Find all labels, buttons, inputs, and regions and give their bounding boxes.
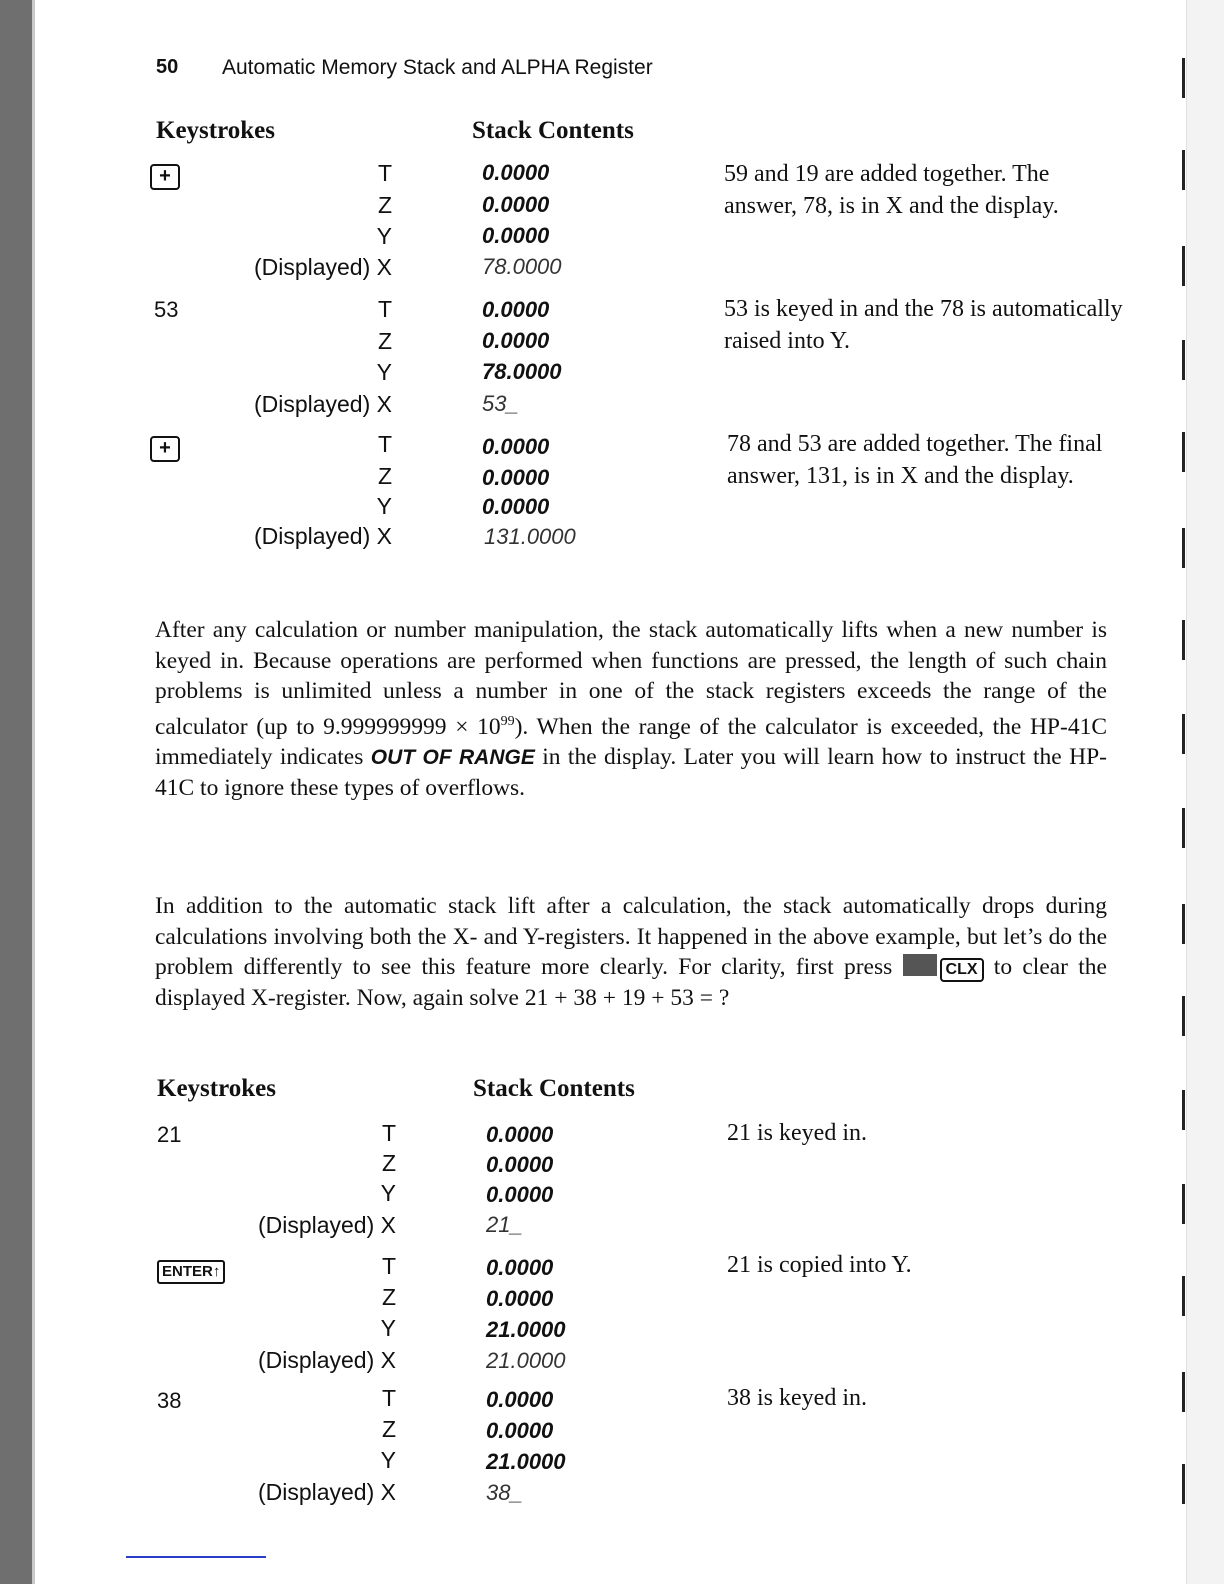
scan-left-shadow [32,0,35,1584]
margin-mark [1182,340,1185,380]
stack-value-y: 0.0000 [482,494,550,519]
stack-value-t: 0.0000 [482,434,550,459]
register-y: Y [376,493,392,519]
stack-contents-heading: Stack Contents [472,117,634,144]
register-y: Y [376,223,392,249]
stack-value-z: 0.0000 [486,1152,554,1177]
stack-value-y: 78.0000 [482,359,562,384]
register-x-displayed: (Displayed) X [253,254,392,280]
register-t: T [381,1253,396,1279]
stack-value-x: 21.0000 [486,1348,566,1373]
keystroke-21: 21 [157,1122,182,1147]
stack-value-x: 38_ [486,1480,523,1505]
page-number: 50 [156,56,179,78]
margin-mark [1182,1464,1185,1504]
register-t: T [381,1385,396,1411]
margin-mark [1182,714,1185,754]
stack-value-t: 0.0000 [486,1255,554,1280]
stack-value-z: 0.0000 [486,1418,554,1443]
stack-value-y: 0.0000 [486,1182,554,1207]
margin-mark [1182,904,1185,944]
margin-mark [1182,246,1185,286]
stack-value-z: 0.0000 [482,192,550,217]
register-x-displayed: (Displayed) X [257,1212,396,1238]
stack-value-x: 53_ [482,391,519,416]
plus-key: + [150,434,180,462]
register-t: T [377,431,392,457]
step-description: 78 and 53 are added together. The final answer, 131, is in X and the display. [727,431,1103,489]
register-z: Z [381,1150,396,1176]
step-description: 38 is keyed in. [727,1385,867,1411]
register-t: T [381,1120,396,1146]
margin-mark [1182,432,1185,472]
shift-key [903,954,937,976]
scan-left-border [0,0,32,1584]
register-z: Z [377,463,392,489]
register-z: Z [377,328,392,354]
footnote-rule [126,1556,266,1558]
margin-mark [1182,1090,1185,1130]
out-of-range-display-text: OUT OF RANGE [370,745,535,769]
stack-value-x: 78.0000 [482,254,562,279]
margin-mark [1182,1184,1185,1224]
keystrokes-heading: Keystrokes [156,117,275,144]
stack-value-x: 21_ [486,1212,523,1237]
register-x-displayed: (Displayed) X [253,523,392,549]
register-z: Z [381,1416,396,1442]
keystroke-38: 38 [157,1388,182,1413]
register-z: Z [381,1284,396,1310]
enter-key: ENTER↑ [157,1256,225,1284]
stack-value-t: 0.0000 [486,1122,554,1147]
margin-mark [1182,620,1185,660]
register-x-displayed: (Displayed) X [257,1479,396,1505]
stack-contents-heading: Stack Contents [473,1075,635,1102]
stack-value-x: 131.0000 [484,524,576,549]
stack-value-t: 0.0000 [482,160,550,185]
margin-mark [1182,150,1185,190]
margin-mark [1182,1276,1185,1316]
stack-value-t: 0.0000 [486,1387,554,1412]
stack-value-z: 0.0000 [482,465,550,490]
register-t: T [377,296,392,322]
plus-key: + [150,162,180,190]
scan-right-margin [1186,0,1224,1584]
register-y: Y [380,1447,396,1473]
stack-value-t: 0.0000 [482,297,550,322]
paragraph-stack-drop: In addition to the automatic stack lift after a calculation, the stack automatically drops during calculations involving both the X- and Y-registers. It happened in the above example, but let’s do the problem differently to see this feature more clearly. For clarity, first press CLX to clear the displayed X-register. Now, again solve 21 + 38 + 19 + 53 = ? [155,893,1107,1011]
paragraph-stack-lift: After any calculation or number manipulation, the stack automatically lifts when a new number is keyed in. Because operations are performed when functions are pressed, the length of such chain problems is unlimited unless a number in one of the stack registers exceeds the range of the calculator (up to $9.999999999 \times 10^{99}$). When the range of the calculator is exceeded, the HP-41C immediately indicates OUT OF RANGE in the display. Later you will learn how to instruct the HP-41C to ignore these types of overflows. [155,617,1107,802]
stack-value-z: 0.0000 [482,328,550,353]
register-x-displayed: (Displayed) X [257,1347,396,1373]
register-y: Y [380,1180,396,1206]
margin-mark [1182,808,1185,848]
register-z: Z [377,192,392,218]
step-description: 59 and 19 are added together. The answer, 78, is in X and the display. [724,161,1059,219]
running-head: Automatic Memory Stack and ALPHA Register [222,56,653,79]
stack-value-y: 21.0000 [486,1449,566,1474]
step-description: 21 is copied into Y. [727,1252,912,1278]
keystroke-53: 53 [154,297,179,322]
margin-mark [1182,528,1185,568]
margin-mark [1182,996,1185,1036]
register-y: Y [376,359,392,385]
stack-value-y: 21.0000 [486,1317,566,1342]
keystrokes-heading: Keystrokes [157,1075,276,1102]
clx-key: CLX [940,958,984,982]
margin-mark [1182,58,1185,98]
step-description: 21 is keyed in. [727,1120,867,1146]
stack-value-z: 0.0000 [486,1286,554,1311]
register-x-displayed: (Displayed) X [253,391,392,417]
margin-mark [1182,1372,1185,1412]
register-t: T [377,160,392,186]
register-y: Y [380,1315,396,1341]
stack-value-y: 0.0000 [482,223,550,248]
step-description: 53 is keyed in and the 78 is automatically raised into Y. [724,296,1123,354]
